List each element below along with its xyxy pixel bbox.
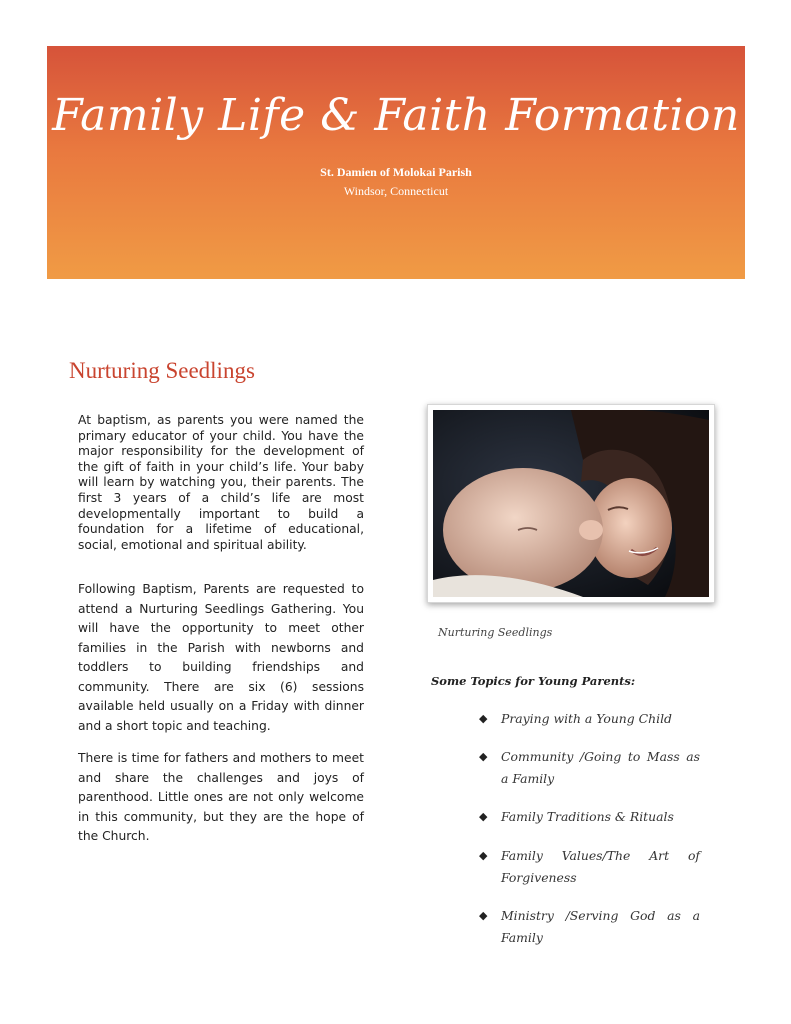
paragraph-parenthood: There is time for fathers and mothers to meet and share the challenges and joys of parenthood. Little ones are not only welcome in this community, but they are the hope of the Church. — [78, 751, 364, 843]
topic-label: Family Values/The Art of Forgiveness — [501, 848, 700, 885]
diamond-bullet-icon: ◆ — [479, 712, 488, 725]
topic-label: Family Traditions & Rituals — [501, 809, 674, 824]
diamond-bullet-icon: ◆ — [479, 909, 488, 922]
topic-label: Praying with a Young Child — [501, 711, 672, 726]
paragraph-baptism: At baptism, as parents you were named the primary educator of your child. You have the major responsibility for the development of the gift of faith in your child’s life. Your baby will learn by watching you, their parents. The first 3 years of a child’s life are most developmentally important to build a foundation for a lifetime of educational, social, emotional and spiritual ability. — [78, 413, 364, 552]
photo-caption: Nurturing Seedlings — [438, 626, 553, 639]
page-title: Family Life & Faith Formation — [52, 90, 740, 141]
topic-label: Community /Going to Mass as a Family — [501, 749, 700, 786]
mother-baby-photo — [427, 404, 715, 603]
diamond-bullet-icon: ◆ — [479, 810, 488, 823]
diamond-bullet-icon: ◆ — [479, 849, 488, 862]
photo-illustration — [433, 410, 709, 597]
section-heading: Nurturing Seedlings — [69, 358, 255, 383]
diamond-bullet-icon: ◆ — [479, 750, 488, 763]
paragraph-gathering: Following Baptism, Parents are requested to attend a Nurturing Seedlings Gathering. You will have the opportunity to meet other families in the Parish with newborns and toddlers to building friendships and community. There are six (6) sessions available held usually on a Friday with dinner and a short topic and teaching. — [78, 582, 364, 733]
topics-heading: Some Topics for Young Parents: — [431, 674, 636, 688]
header-banner — [47, 46, 745, 279]
parish-name: St. Damien of Molokai Parish — [320, 165, 472, 179]
parish-location: Windsor, Connecticut — [343, 184, 449, 198]
topic-label: Ministry /Serving God as a Family — [501, 908, 700, 945]
